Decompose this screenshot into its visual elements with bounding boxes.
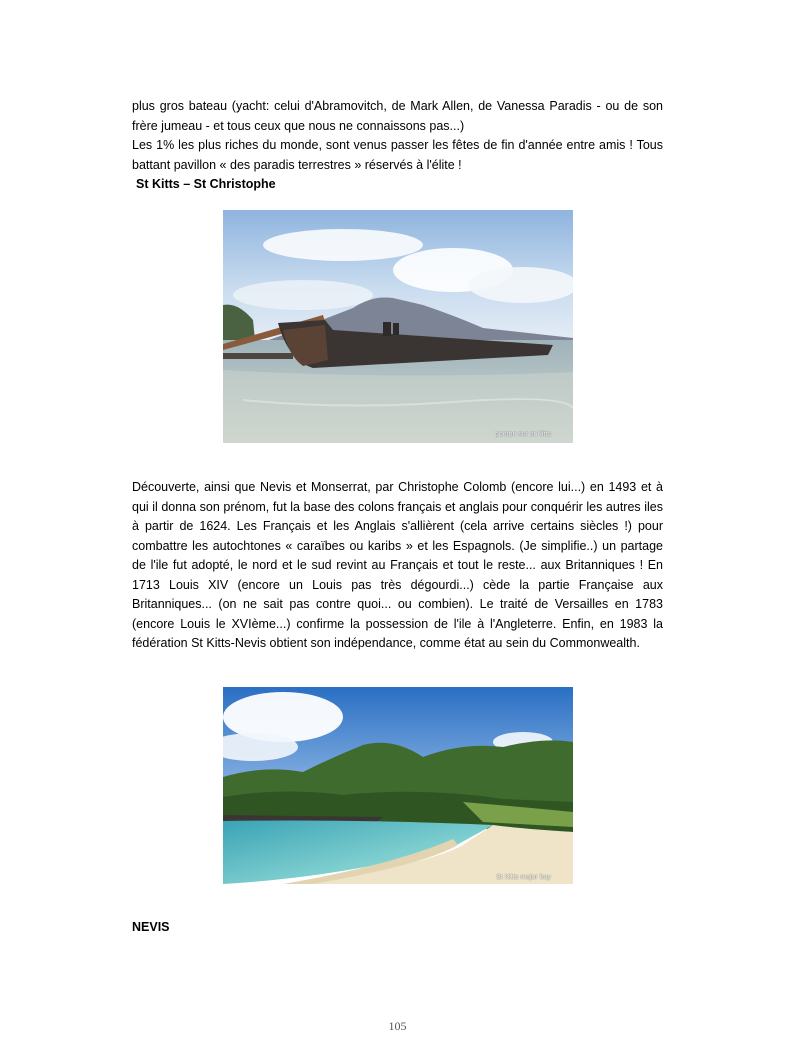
page-number: 105 xyxy=(388,1019,407,1033)
bay-photo-caption: St Kitts major bay xyxy=(496,874,551,881)
intro-paragraph-2: Les 1% les plus riches du monde, sont venus passer les fêtes de fin d'année entre amis ! Tous battant pavillon « des paradis terrestres » réservés à l'élite ! xyxy=(132,138,663,172)
bay-photo xyxy=(223,687,573,884)
intro-text xyxy=(132,97,663,175)
wreck-photo-caption: ponton sur st Kitts xyxy=(494,431,551,438)
history-text xyxy=(132,478,663,654)
section-heading-nevis: NEVIS xyxy=(132,920,170,934)
history-paragraph: Découverte, ainsi que Nevis et Monserrat, par Christophe Colomb (encore lui...) en 1493 et à qui il donna son prénom, fut la base des colons français et anglais pour conquérir les autres iles à partir de 1624. Les Français et les Anglais s'allièrent (cela arrive certains siècles !) pour combattre les autochtones « caraïbes ou karibs » et les Espagnols. (Je simplifie..) un partage de l'ile fut adopté, le nord et le sud revint au Français et tout le reste... aux Britanniques ! En 1713 Louis XIV (encore un Louis pas très dégourdi...) cède la partie Française aux Britanniques... (on ne sait pas contre quoi... ou combien). Le traité de Versailles en 1783 (encore Louis le XVIème...) confirme la possession de l'ile à l'Angleterre. Enfin, en 1983 la fédération St Kitts-Nevis obtient son indépendance, comme état au sein du Commonwealth. xyxy=(132,480,663,650)
intro-paragraph-1: plus gros bateau (yacht: celui d'Abramovitch, de Mark Allen, de Vanessa Paradis - ou de son frère jumeau - et tous ceux que nous ne connaissons pas...) xyxy=(132,99,663,133)
section-heading-st-kitts: St Kitts – St Christophe xyxy=(136,177,276,191)
wreck-photo xyxy=(223,210,573,443)
